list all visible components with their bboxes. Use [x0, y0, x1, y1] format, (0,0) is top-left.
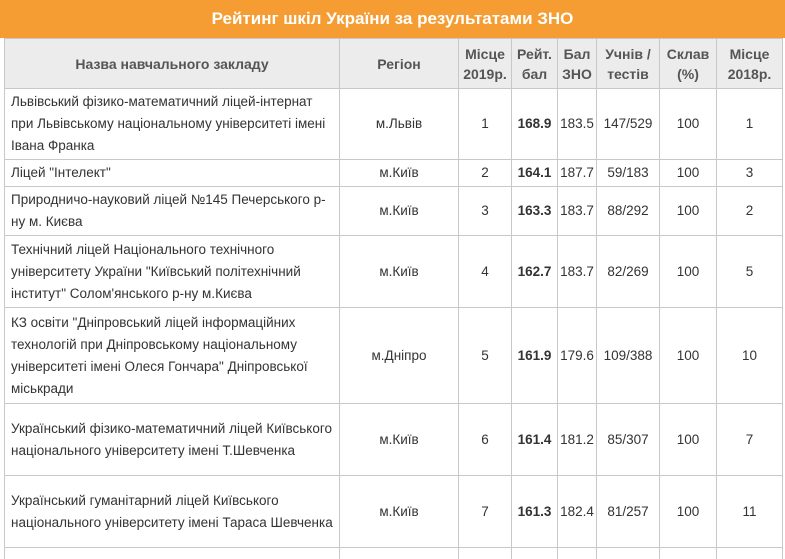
place-2019: 7 — [459, 476, 512, 548]
place-2018: 5 — [717, 236, 783, 308]
header-rating-score[interactable] — [512, 39, 558, 89]
place-2019: 2 — [459, 160, 512, 187]
table-header-row — [5, 39, 783, 89]
school-region: м.Київ — [340, 187, 459, 236]
rating-score: 164.1 — [512, 160, 558, 187]
table-row — [5, 548, 783, 559]
students-tests: 109/388 — [597, 308, 660, 404]
header-place-2018-line1: Місце — [729, 45, 770, 62]
header-students-tests-line1: Учнів / — [605, 45, 651, 62]
place-2018: 11 — [717, 476, 783, 548]
header-passed-percent-line1: Склав — [666, 45, 710, 62]
students-tests: 82/269 — [597, 236, 660, 308]
passed-percent: 100 — [660, 187, 717, 236]
place-2019: 6 — [459, 404, 512, 476]
table-row — [5, 476, 783, 548]
header-region[interactable] — [340, 39, 459, 89]
table-row — [5, 404, 783, 476]
place-2019: 5 — [459, 308, 512, 404]
table-title: Рейтинг шкіл України за результатами ЗНО — [0, 0, 785, 38]
school-region: м.Київ — [340, 236, 459, 308]
header-students-tests-line2: тестів — [607, 65, 649, 82]
students-tests: 88/292 — [597, 187, 660, 236]
header-place-2019-line1: Місце — [465, 45, 505, 62]
place-2018: 2 — [717, 187, 783, 236]
passed-percent: 100 — [660, 89, 717, 160]
passed-percent: 100 — [660, 308, 717, 404]
table-row — [5, 187, 783, 236]
place-2018: 1 — [717, 89, 783, 160]
rating-score: 168.9 — [512, 89, 558, 160]
place-2019: 1 — [459, 89, 512, 160]
students-tests: 85/307 — [597, 404, 660, 476]
header-place-2019[interactable] — [459, 39, 512, 89]
rating-score: 163.3 — [512, 187, 558, 236]
place-2018: 7 — [717, 404, 783, 476]
school-name: КЗ освіти "Дніпровський ліцей інформаційних технологій при Дніпровському національному університеті імені Олеся Гончара" Дніпровської міськради — [5, 308, 340, 404]
passed-percent: 100 — [660, 160, 717, 187]
zno-score: 187.7 — [558, 160, 597, 187]
header-zno-score[interactable] — [558, 39, 597, 89]
rating-score: 161.3 — [512, 476, 558, 548]
header-rating-score-line2: бал — [521, 65, 548, 82]
zno-score: 183.7 — [558, 236, 597, 308]
school-name: Ліцей "Інтелект" — [5, 160, 340, 187]
school-region: м.Дніпро — [340, 308, 459, 404]
zno-score: 182.4 — [558, 476, 597, 548]
students-tests: 81/257 — [597, 476, 660, 548]
school-name: Український гуманітарний ліцей Київського національного університету імені Тараса Шевченка — [5, 476, 340, 548]
school-region: м.Київ — [340, 404, 459, 476]
passed-percent: 100 — [660, 476, 717, 548]
zno-score: 183.5 — [558, 89, 597, 160]
header-rating-score-line1: Рейт. — [517, 45, 552, 62]
school-name: Технічний ліцей Національного технічного університету України "Київський політехнічний інститут" Солом'янського р-ну м.Києва — [5, 236, 340, 308]
students-tests: 59/183 — [597, 160, 660, 187]
passed-percent: 100 — [660, 404, 717, 476]
place-2019: 3 — [459, 187, 512, 236]
header-place-2018-line2: 2018р. — [727, 65, 772, 82]
students-tests: 147/529 — [597, 89, 660, 160]
rating-score: 162.7 — [512, 236, 558, 308]
header-passed-percent-line2: (%) — [677, 65, 699, 82]
table-row — [5, 308, 783, 404]
place-2019: 4 — [459, 236, 512, 308]
school-name: Український фізико-математичний ліцей Київського національного університету імені Т.Шевченка — [5, 404, 340, 476]
header-zno-score-line1: Бал — [563, 45, 591, 62]
header-zno-score-line2: ЗНО — [562, 65, 592, 82]
rating-score: 161.9 — [512, 308, 558, 404]
ranking-table — [4, 38, 783, 559]
header-name[interactable] — [5, 39, 340, 89]
table-row — [5, 89, 783, 160]
header-students-tests[interactable] — [597, 39, 660, 89]
table-row — [5, 236, 783, 308]
school-region: м.Львів — [340, 89, 459, 160]
header-place-2019-line2: 2019р. — [463, 65, 507, 82]
place-2018: 3 — [717, 160, 783, 187]
table-row — [5, 160, 783, 187]
header-place-2018[interactable] — [717, 39, 783, 89]
header-name-label: Назва навчального закладу — [75, 55, 269, 72]
header-passed-percent[interactable] — [660, 39, 717, 89]
place-2018: 10 — [717, 308, 783, 404]
rating-score: 161.4 — [512, 404, 558, 476]
passed-percent: 100 — [660, 236, 717, 308]
zno-score: 181.2 — [558, 404, 597, 476]
school-region: м.Київ — [340, 160, 459, 187]
school-name: Львівський фізико-математичний ліцей-інтернат при Львівському національному університеті імені Івана Франка — [5, 89, 340, 160]
school-name: Природничо-науковий ліцей №145 Печерського р-ну м. Києва — [5, 187, 340, 236]
header-region-label: Регіон — [377, 55, 421, 72]
zno-score: 183.7 — [558, 187, 597, 236]
zno-score: 179.6 — [558, 308, 597, 404]
school-region: м.Київ — [340, 476, 459, 548]
